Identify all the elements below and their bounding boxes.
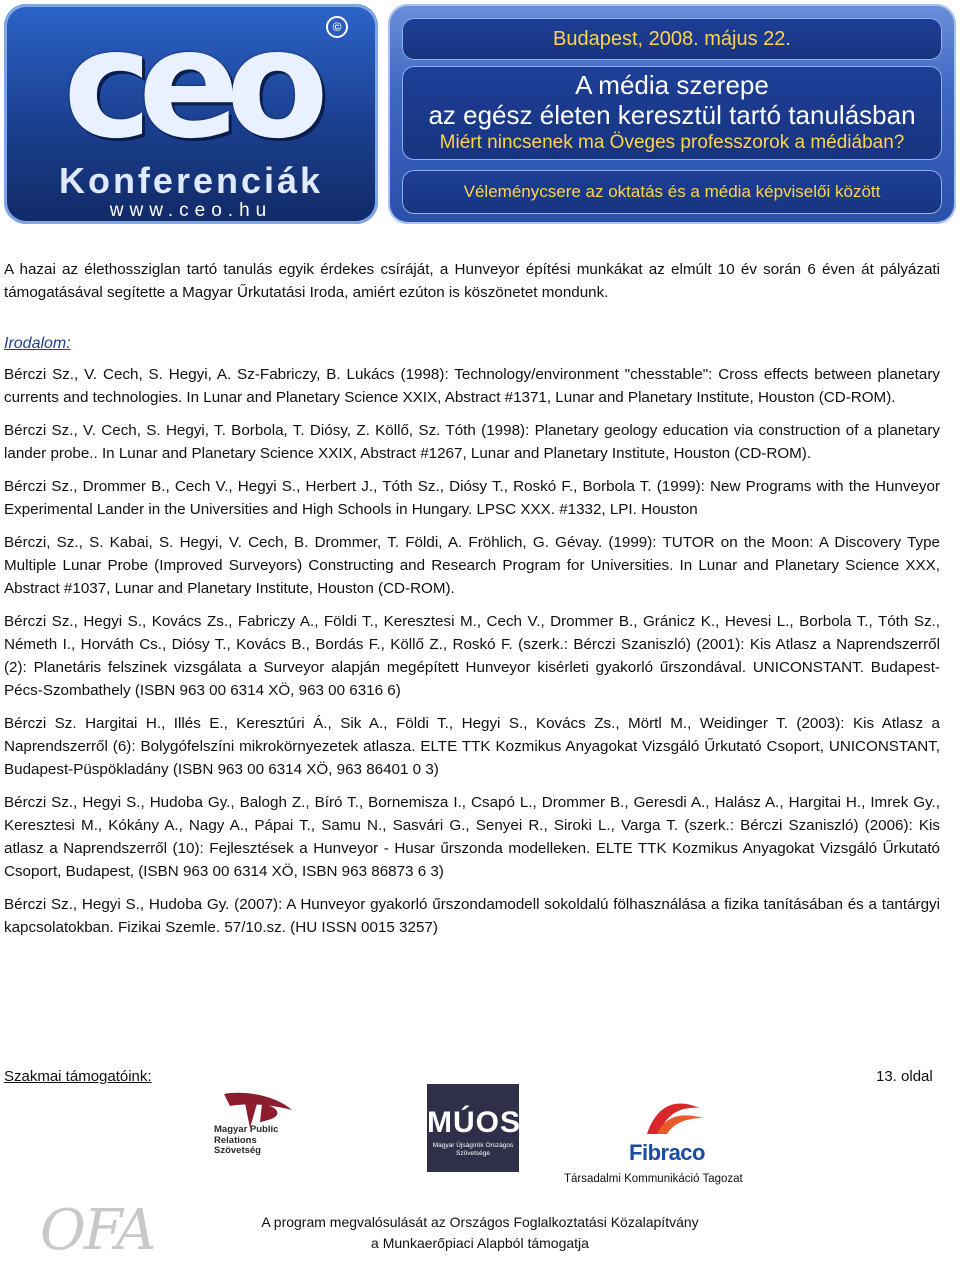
mpr-logo-text: Magyar Public Relations Szövetség <box>214 1124 279 1156</box>
tkt-caption: Társadalmi Kommunikáció Tagozat <box>564 1173 743 1185</box>
reference-item: Bérczi Sz., Hegyi S., Kovács Zs., Fabriczy A., Földi T., Keresztesi M., Cech V., Drommer B., Gránicz K., Hevesi L., Borbola T., Tóth Sz., Németh I., Horváth Cs., Diósy T., Kovács B., Bordás F., Köllő Z., Roskó F. (szerk.: Bérczi Szaniszló) (2001): Kis Atlasz a Naprendszerről (2): Planetáris felszinek vizsgálata a Surveyor alapján megépített Hunveyor kisérleti gyakorló űrszondával. UNICONSTANT. Budapest-Pécs-Szombathely (ISBN 963 00 6314 XÖ, 963 00 6316 6) <box>4 613 940 699</box>
program-line-2: a Munkaerőpiaci Alapból támogatja <box>371 1235 589 1251</box>
event-subtitle: Véleménycsere az oktatás és a média képviselői között <box>463 182 881 201</box>
ceo-logo <box>4 4 378 224</box>
event-title-line2: az egész életen keresztül tartó tanulásban <box>428 100 916 130</box>
reference-item: Bérczi Sz., Hegyi S., Hudoba Gy., Balogh Z., Bíró T., Bornemisza I., Csapó L., Drommer B., Geresdi A., Halász A., Hargitai H., Imrek Gy., Keresztesi M., Kókány A., Nagy A., Pápai T., Samu N., Sasvári G., Senyei R., Siroki L., Varga T. (szerk.: Bérczi Szaniszló) (2006): Kis atlasz a Naprendszerről (10): Fejlesztések a Hunveyor - Husar űrszonda modelleken. ELTE TTK Kozmikus Anyagokat Vizsgáló Űrkutató Csoport, Budapest, (ISBN 963 00 6314 XÖ, ISBN 963 86873 6 3) <box>4 794 940 880</box>
program-support-note <box>180 1212 780 1254</box>
sponsors-label: Szakmai támogatóink: <box>4 1068 152 1085</box>
page-number: 13. oldal <box>876 1068 933 1085</box>
reference-item: Bérczi Sz. Hargitai H., Illés E., Keresztúri Á., Sik A., Földi T., Hegyi S., Kovács Zs., Mörtl M., Weidinger T. (2003): Kis Atlasz a Naprendszerről (6): Bolygófelszíni mikrokörnyezetek atlasza. ELTE TTK Kozmikus Anyagokat Vizsgáló Űrkutató Csoport, UNICONSTANT, Budapest-Püspökladány (ISBN 963 00 6314 XÖ, 963 86401 0 3) <box>4 715 940 778</box>
ofa-logo: OFA <box>40 1198 155 1263</box>
reference-item: Bérczi, Sz., S. Kabai, S. Hegyi, V. Cech, B. Drommer, T. Földi, A. Fröhlich, G. Gévay. (1999): TUTOR on the Moon: A Discovery Type Multiple Lunar Probe (Improved Surveyors) Constructing and Research Program for Universities. In Lunar and Planetary Science XXX, Abstract #1037, Lunar and Planetary Institute, Houston (CD-ROM). <box>4 534 940 597</box>
ceo-logo-url: www.ceo.hu <box>109 200 273 221</box>
reference-item: Bérczi Sz., Hegyi S., Hudoba Gy. (2007): A Hunveyor gyakorló űrszondamodell sokoldalú fölhasználása a fizika tanításában és a tantárgyi kapcsolatokban. Fizikai Szemle. 57/10.sz. (HU ISSN 0015 3257) <box>4 896 940 936</box>
muosz-logo <box>427 1084 541 1172</box>
reference-item: Bérczi Sz., V. Cech, S. Hegyi, T. Borbola, T. Diósy, Z. Köllő, Sz. Tóth (1998): Planetary geology education via construction of a planetary lander probe.. In Lunar and Planetary Science XXIX, Abstract #1267, Lunar and Planetary Institute, Houston (CD-ROM). <box>4 422 940 462</box>
conference-banner <box>0 0 960 228</box>
date-panel <box>402 18 942 60</box>
event-title-line1: A média szerepe <box>575 70 769 100</box>
fibraco-logo-text: Fibraco <box>629 1140 705 1165</box>
banner-info-panel <box>388 4 956 224</box>
muosz-logo-small: Magyar Újságírók Országos Szövetsége <box>432 1142 514 1157</box>
muosz-logo-text: MÚOSZ <box>427 1106 541 1139</box>
title-panel <box>402 66 942 160</box>
ceo-logo-wordmark: ceo <box>63 4 315 172</box>
document-body <box>4 258 940 949</box>
reference-item: Bérczi Sz., Drommer B., Cech V., Hegyi S., Herbert J., Tóth Sz., Diósy T., Roskó F., Borbola T. (1999): New Programs with the Hunveyor Experimental Lander in the Universities and High Schools in Hungary. LPSC XXX. #1332, LPI. Houston <box>4 478 940 518</box>
subtitle-panel <box>402 170 942 214</box>
ceo-logo-subtitle: Konferenciák <box>58 160 324 201</box>
intro-paragraph: A hazai az élethossziglan tartó tanulás egyik érdekes csíráját, a Hunveyor építési munkákat az elmúlt 10 év során 6 éven át pályázati támogatásával segítette a Magyar Űrkutatási Iroda, amiért ezúton is köszönetet mondunk. <box>4 261 940 301</box>
event-date: Budapest, 2008. május 22. <box>553 28 791 50</box>
references-heading: Irodalom: <box>4 335 71 352</box>
event-title-question: Miért nincsenek ma Öveges professzorok a médiában? <box>439 132 905 153</box>
reference-item: Bérczi Sz., V. Cech, S. Hegyi, A. Sz-Fabriczy, B. Lukács (1998): Technology/environment "chesstable": Cross effects between planetary currents and technologies. In Lunar and Planetary Science XXIX, Abstract #1371, Lunar and Planetary Institute, Houston (CD-ROM). <box>4 366 940 406</box>
copyright-icon: © <box>326 16 348 38</box>
program-line-1: A program megvalósulását az Országos Foglalkoztatási Közalapítvány <box>261 1214 699 1230</box>
